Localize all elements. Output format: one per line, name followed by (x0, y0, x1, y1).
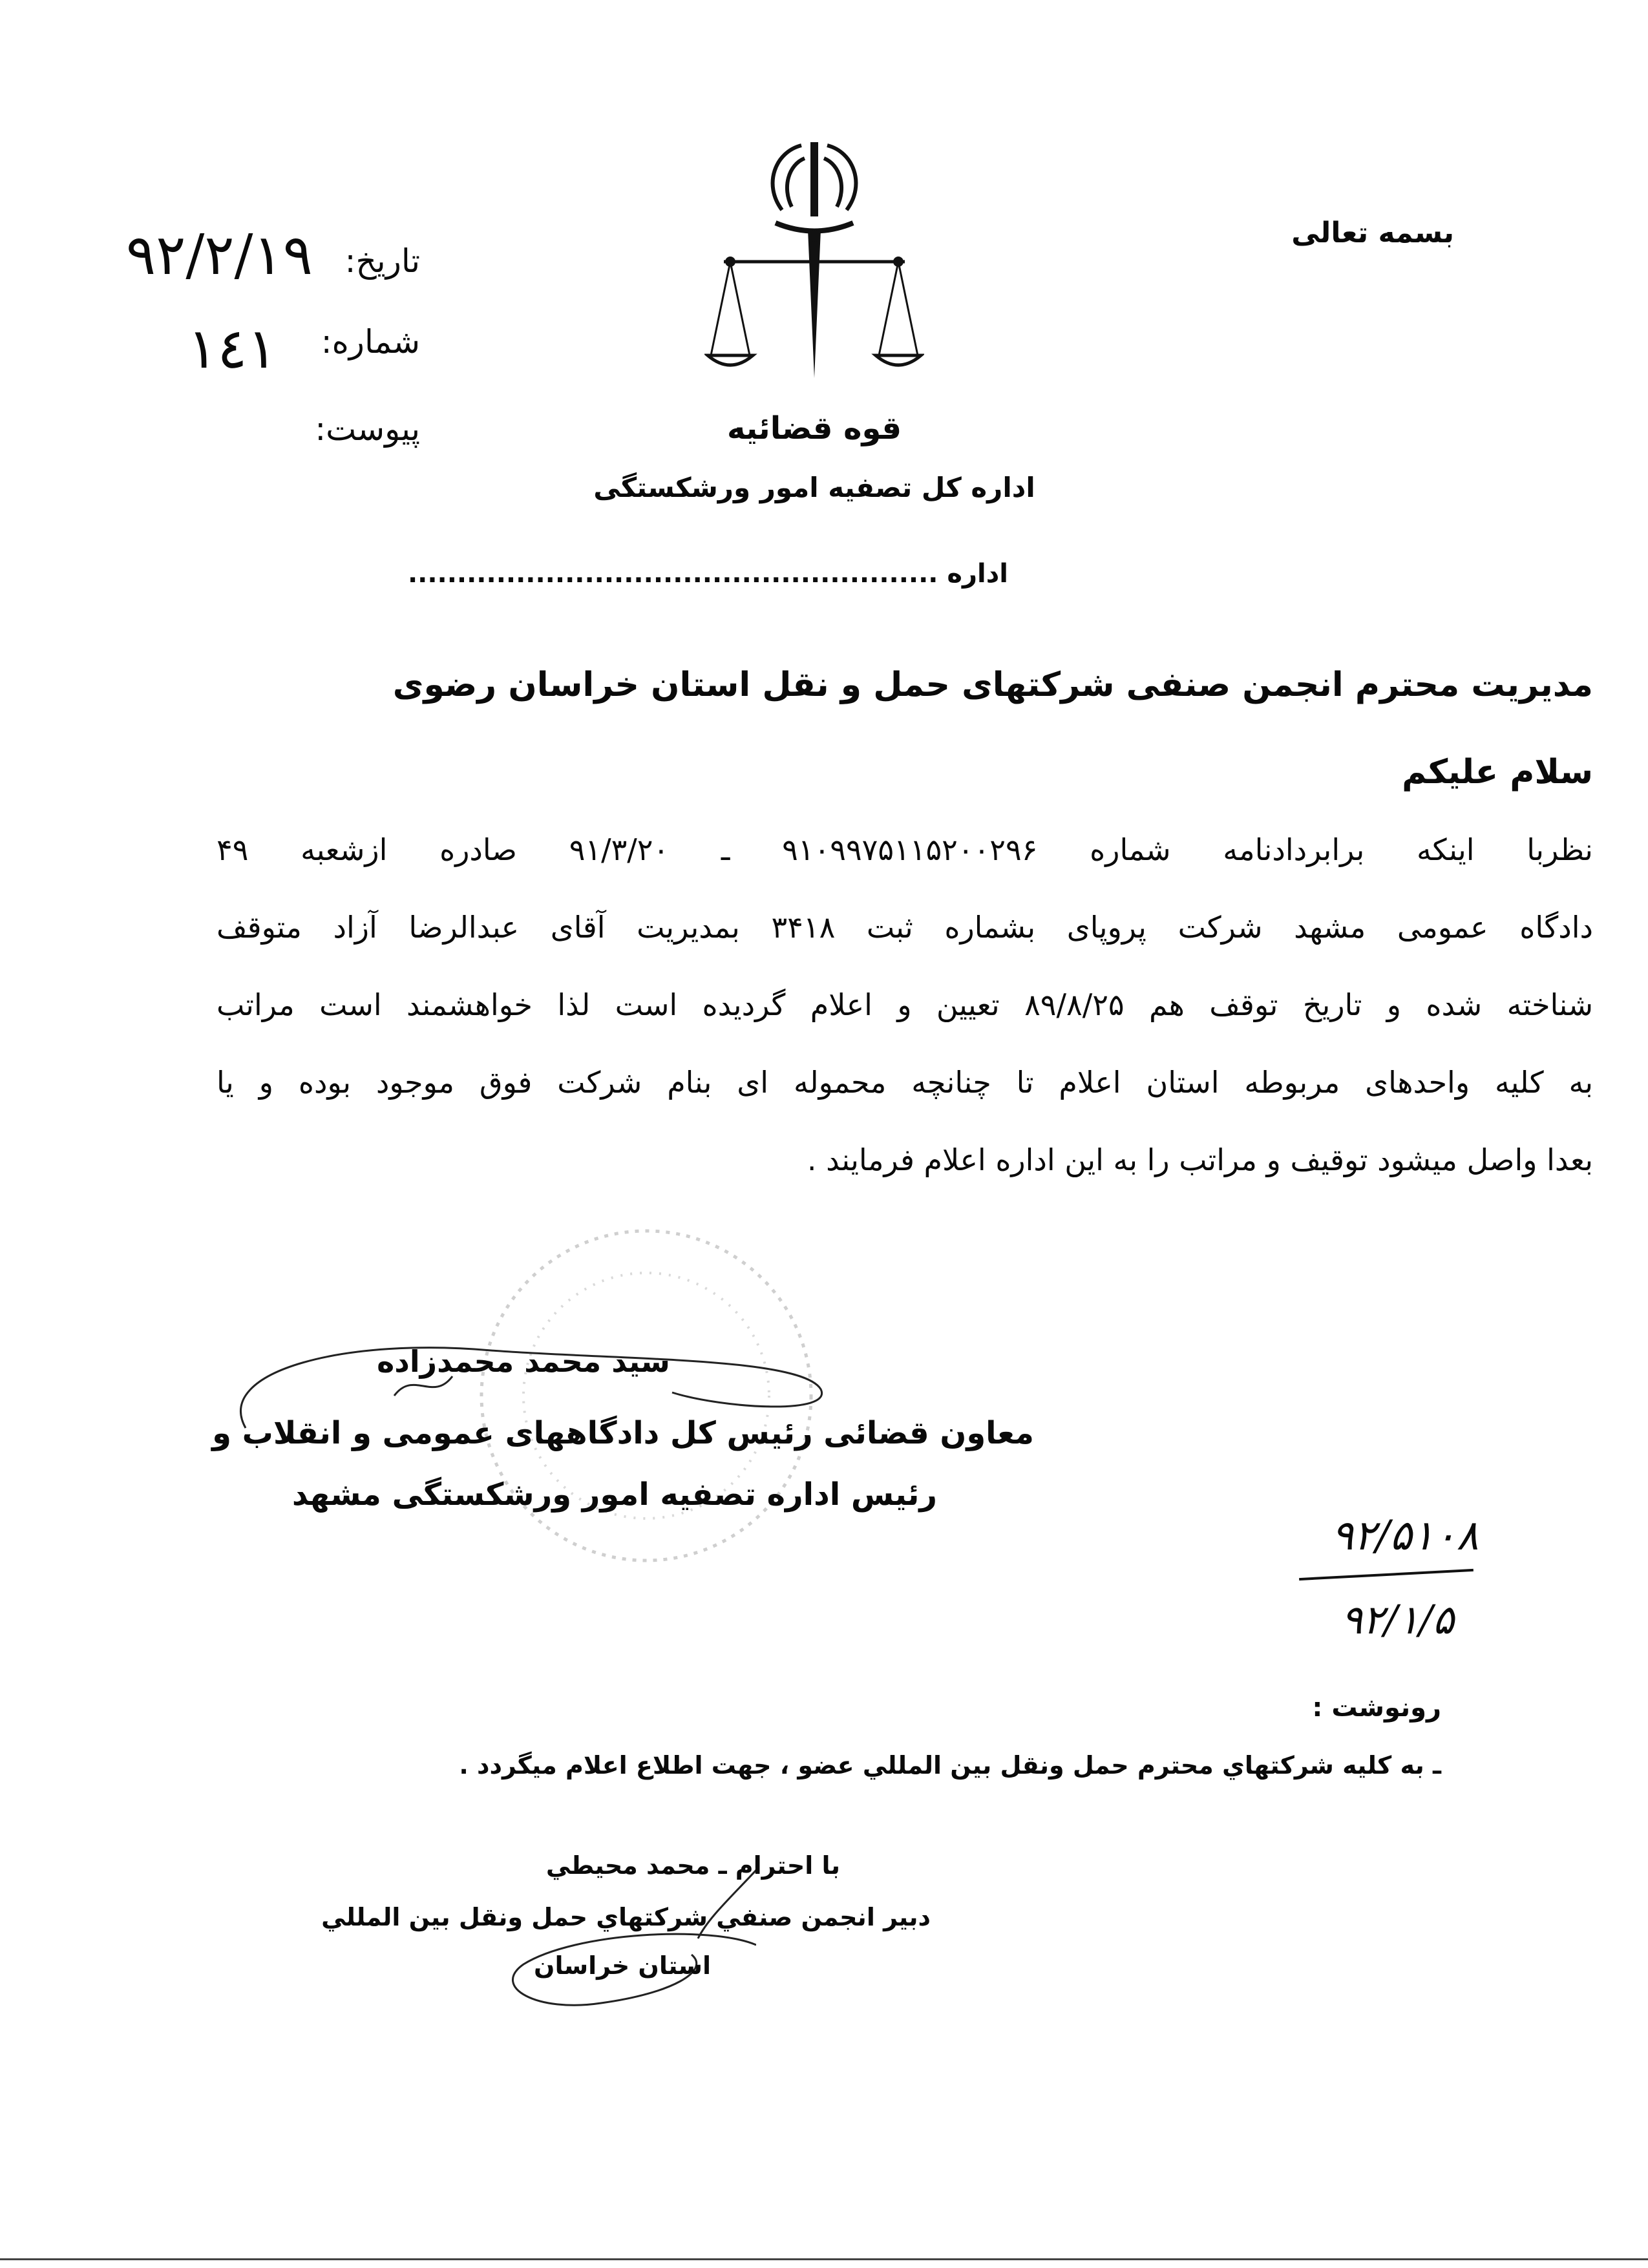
date-label: تاریخ: (344, 242, 420, 280)
handwritten-ref-date: ۹۲/۱/۵ (1341, 1596, 1454, 1643)
organization-name: قوه قضائیه (726, 410, 902, 446)
ref-divider (1299, 1569, 1474, 1580)
office-line: اداره ...................................................... (407, 559, 1008, 589)
handwritten-ref-number: ۹۲/۵۱۰۸ (1331, 1512, 1479, 1560)
signatory-title-line1: معاون قضائی رئیس کل دادگاههای عمومی و انقلاب و (212, 1415, 1034, 1451)
number-value: ۱٤۱ (187, 317, 277, 381)
salutation: سلام علیکم (1402, 753, 1593, 792)
body-line: دادگاه عمومی مشهد شرکت پروپای بشماره ثبت ۳۴۱۸ بمدیریت آقای عبدالرضا آزاد متوقف (217, 910, 1593, 945)
judiciary-emblem-icon (704, 132, 924, 410)
copies-line: ـ به کلیه شرکتهاي محترم حمل ونقل بین المللي عضو ، جهت اطلاع اعلام میگردد . (459, 1751, 1441, 1780)
bottom-signer-line2: دبیر انجمن صنفي شرکتهاي حمل ونقل بین المللي (321, 1903, 931, 1931)
bottom-signer-line3: استان خراسان (534, 1951, 711, 1980)
signatory-title-line2: رئیس اداره تصفیه امور ورشکستگی مشهد (291, 1476, 937, 1513)
signatory-name: سید محمد محمدزاده (377, 1344, 670, 1379)
body-line: شناخته شده و تاریخ توقف هم ۸۹/۸/۲۵ تعیین و اعلام گردیده است لذا خواهشمند است مراتب (217, 987, 1593, 1022)
bottom-signer-line1: با احترام ـ محمد محیطي (545, 1851, 840, 1880)
page-bottom-rule (0, 2258, 1648, 2260)
body-line: به کلیه واحدهای مربوطه استان اعلام تا چنانچه محموله ای بنام شرکت فوق موجود بوده و یا (217, 1065, 1593, 1100)
body-line: نظربا اینکه برابردادنامه شماره ۹۱۰۹۹۷۵۱۱۵۲۰۰۲۹۶ ـ ۹۱/۳/۲۰ صادره ازشعبه ۴۹ (217, 832, 1593, 867)
addressee: مدیریت محترم انجمن صنفی شرکتهای حمل و نقل استان خراسان رضوی (392, 666, 1593, 704)
bismillah-heading: بسمه تعالی (1291, 216, 1454, 249)
copies-title: رونوشت : (1312, 1693, 1441, 1723)
attachment-label: پیوست: (315, 410, 420, 448)
body-line: بعدا واصل میشود توقیف و مراتب را به این اداره اعلام فرمایند . (807, 1142, 1593, 1177)
department-name: اداره کل تصفیه امور ورشکستگی (593, 472, 1035, 503)
number-label: شماره: (321, 323, 420, 361)
date-value: ۹۲/۲/۱۹ (126, 223, 313, 288)
